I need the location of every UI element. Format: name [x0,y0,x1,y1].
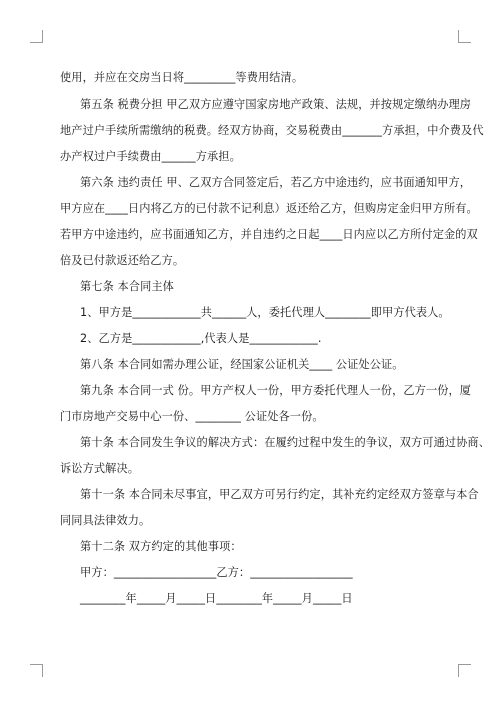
article-6-line-2: 甲方应在____日内将乙方的已付款不记利息）返还给乙方，但购房定金归甲方所有。 [60,202,478,215]
article-5-line-1: 第五条 税费分担 甲乙双方应遵守国家房地产政策、法规，并按规定缴纳办理房 [80,98,472,111]
article-7-heading: 第七条 本合同主体 [80,280,174,293]
article-12-heading: 第十二条 双方约定的其他事项： [80,540,242,553]
article-8-line: 第八条 本合同如需办理公证，经国家公证机关____ 公证处公证。 [80,358,404,371]
article-6-line-3: 若甲方中途违约，应书面通知乙方，并自违约之日起____日内应以乙方所付定金的双 [60,228,478,241]
crop-mark-top-left [30,30,43,43]
article-9-line-1: 第九条 本合同一式 份。甲方产权人一份，甲方委托代理人一份，乙方一份，厦 [80,384,472,397]
party-a-line: 1、甲方是____________共______人，委托代理人________即甲方代表人。 [80,306,450,319]
signature-line: 甲方：__________________乙方：__________________ [80,566,353,579]
crop-mark-bottom-left [30,664,43,677]
article-10-line-1: 第十条 本合同发生争议的解决方式：在履约过程中发生的争议，双方可通过协商、 [80,436,491,449]
article-5-line-2: 地产过户手续所需缴纳的税费。经双方协商，交易税费由_______方承担，中介费及代 [60,124,484,137]
article-11-line-1: 第十一条 本合同未尽事宜，甲乙双方可另行约定，其补充约定经双方签章与本合 [80,488,479,501]
date-line: ________年_____月_____日________年_____月_____日 [80,592,353,605]
article-11-line-2: 同同具法律效力。 [60,514,151,527]
article-6-line-1: 第六条 违约责任 甲、乙双方合同签定后，若乙方中途违约，应书面通知甲方， [80,176,472,189]
article-6-line-4: 倍及已付款返还给乙方。 [60,254,185,267]
crop-mark-bottom-right [458,664,471,677]
article-10-line-2: 诉讼方式解决。 [60,462,140,475]
text-line: 使用，并应在交房当日将_________等费用结清。 [60,71,304,84]
crop-mark-top-right [458,30,471,43]
article-5-line-3: 办产权过户手续费由______方承担。 [60,150,241,163]
article-9-line-2: 门市房地产交易中心一份、________ 公证处各一份。 [60,410,324,423]
party-b-line: 2、乙方是____________,代表人是____________. [80,332,322,345]
